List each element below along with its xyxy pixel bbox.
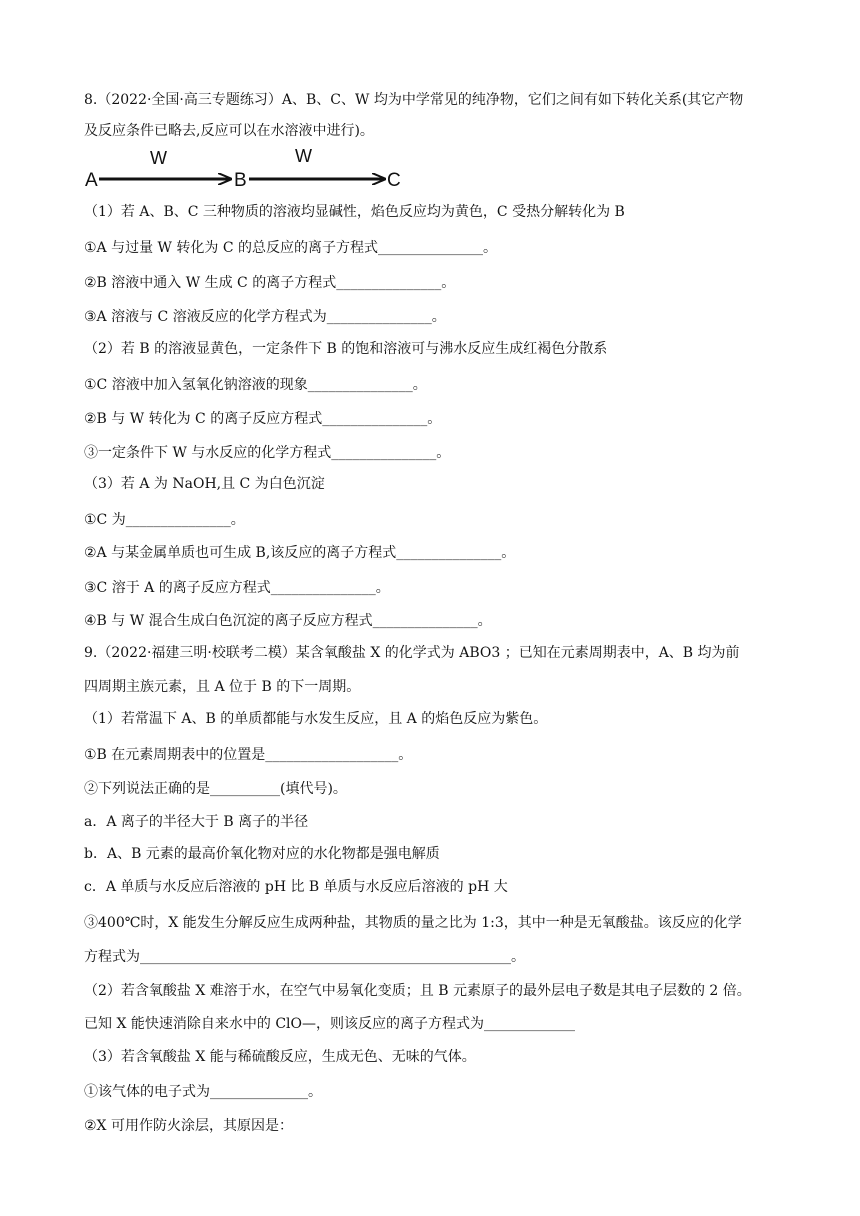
q8-part1-title: （1）若 A、B、C 三种物质的溶液均显碱性，焰色反应均为黄色，C 受热分解转化为 B bbox=[84, 204, 625, 220]
q8-part3-q1: ①C 为_______________。 bbox=[84, 512, 245, 528]
q9-part2-line-1: （2）若含氧酸盐 X 难溶于水，在空气中易氧化变质；且 B 元素原子的最外层电子数是其电子层数的 2 倍。 bbox=[84, 983, 751, 999]
q8-part3-title: （3）若 A 为 NaOH,且 C 为白色沉淀 bbox=[84, 476, 325, 492]
q9-intro-line-2: 四周期主族元素，且 A 位于 B 的下一周期。 bbox=[84, 679, 361, 695]
q8-part2-q1: ①C 溶液中加入氢氧化钠溶液的现象_______________。 bbox=[84, 377, 427, 393]
q8-part2-q3: ③一定条件下 W 与水反应的化学方程式_______________。 bbox=[84, 445, 451, 461]
q9-part3-q1: ①该气体的电子式为______________。 bbox=[84, 1084, 322, 1100]
q9-part3-q2: ②X 可用作防火涂层，其原因是： bbox=[84, 1118, 293, 1134]
q9-part3-title: （3）若含氧酸盐 X 能与稀硫酸反应，生成无色、无味的气体。 bbox=[84, 1049, 476, 1065]
q8-part1-q3: ③A 溶液与 C 溶液反应的化学方程式为_______________。 bbox=[84, 309, 446, 325]
q9-part1-title: （1）若常温下 A、B 的单质都能与水发生反应，且 A 的焰色反应为紫色。 bbox=[84, 711, 548, 727]
q8-part3-q4: ④B 与 W 混合生成白色沉淀的离子反应方程式_______________。 bbox=[84, 613, 492, 629]
q9-option-a: a．A 离子的半径大于 B 离子的半径 bbox=[84, 814, 309, 830]
q9-part1-q1: ①B 在元素周期表中的位置是___________________。 bbox=[84, 747, 413, 763]
conversion-arrows-svg bbox=[84, 146, 414, 192]
node-b-label: B bbox=[234, 170, 247, 191]
q9-intro-line-1: 9.（2022·福建三明·校联考二模）某含氧酸盐 X 的化学式为 ABO3 ；已知在元素周期表中，A、B 均为前 bbox=[84, 645, 740, 661]
q8-intro-line-1: 8.（2022·全国·高三专题练习）A、B、C、W 均为中学常见的纯净物，它们之间有如下转化关系(其它产物 bbox=[84, 92, 744, 108]
q8-intro-line-2: 及反应条件已略去,反应可以在水溶液中进行)。 bbox=[84, 123, 374, 139]
q9-option-b: b．A、B 元素的最高价氧化物对应的水化物都是强电解质 bbox=[84, 846, 440, 862]
arrow-2-label: W bbox=[295, 146, 312, 166]
q8-conversion-diagram bbox=[84, 146, 414, 192]
q9-part1-q3-line-2: 方程式为_____________________________________________________。 bbox=[84, 949, 525, 965]
q9-part2-line-2: 已知 X 能快速消除自来水中的 ClO—，则该反应的离子方程式为_____________ bbox=[84, 1016, 575, 1032]
q8-part2-title: （2）若 B 的溶液显黄色，一定条件下 B 的饱和溶液可与沸水反应生成红褐色分散系 bbox=[84, 341, 608, 357]
node-a-label: A bbox=[85, 170, 98, 191]
q8-part1-q2: ②B 溶液中通入 W 生成 C 的离子方程式_______________。 bbox=[84, 275, 456, 291]
q8-part2-q2: ②B 与 W 转化为 C 的离子反应方程式_______________。 bbox=[84, 411, 442, 427]
q8-part3-q2: ②A 与某金属单质也可生成 B,该反应的离子方程式_______________。 bbox=[84, 545, 516, 561]
q9-option-c: c．A 单质与水反应后溶液的 pH 比 B 单质与水反应后溶液的 pH 大 bbox=[84, 879, 508, 895]
q8-part1-q1: ①A 与过量 W 转化为 C 的总反应的离子方程式_______________。 bbox=[84, 240, 498, 256]
node-c-label: C bbox=[387, 170, 401, 191]
arrow-1-label: W bbox=[150, 148, 167, 168]
q8-part3-q3: ③C 溶于 A 的离子反应方程式_______________。 bbox=[84, 580, 390, 596]
q9-part1-q3-line-1: ③400℃时，X 能发生分解反应生成两种盐，其物质的量之比为 1:3，其中一种是无氧酸盐。该反应的化学 bbox=[84, 915, 742, 931]
q9-part1-q2: ②下列说法正确的是__________(填代号)。 bbox=[84, 781, 347, 797]
